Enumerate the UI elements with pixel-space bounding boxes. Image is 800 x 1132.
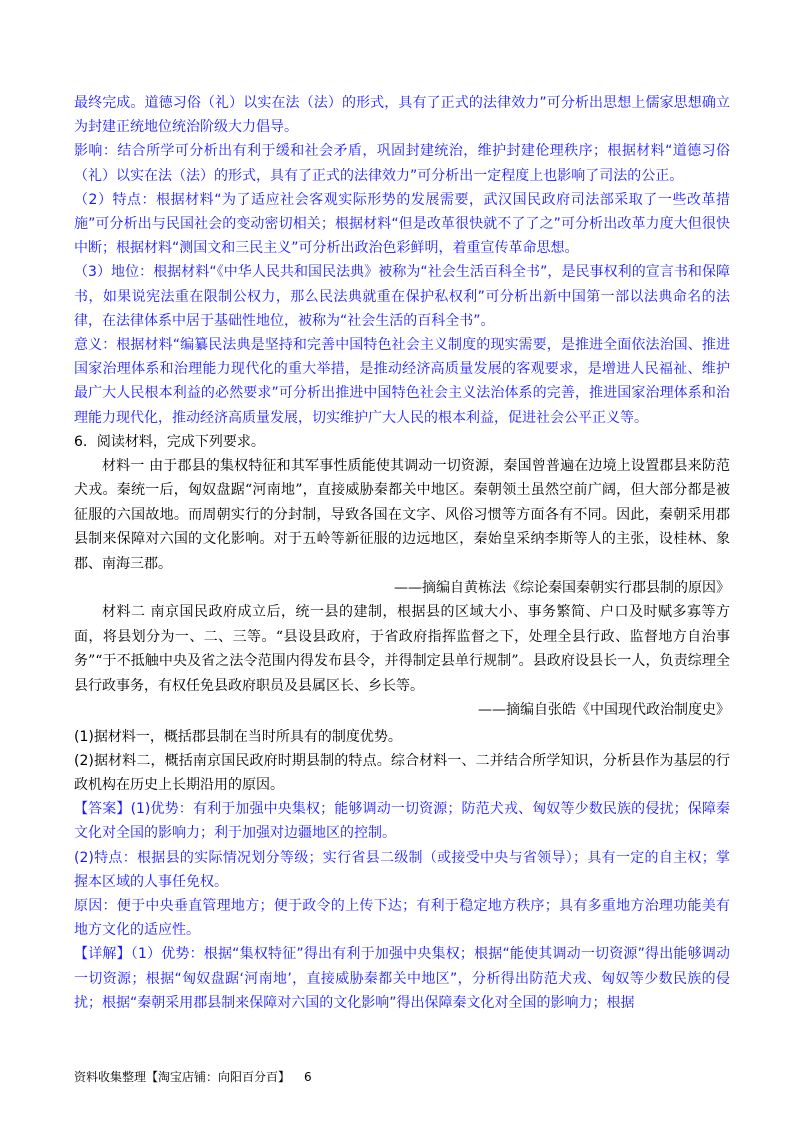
sub-question-2: (2)据材料二，概括南京国民政府时期县制的特点。综合材料一、二并结合所学知识，分析县作为基层的行政机构在历史上长期沿用的原因。 xyxy=(74,752,730,793)
page-number: 6 xyxy=(304,1070,312,1084)
material-one-source: ——摘编自黄栋法《综论秦国秦朝实行郡县制的原因》 xyxy=(394,580,730,597)
detail-label: 【详解】 xyxy=(74,946,131,963)
page-content xyxy=(74,91,730,1015)
analysis-paragraph-3: （2）特点：根据材料“为了适应社会客观实际形势的发展需要，武汉国民政府司法部采取了一些改革措施”可分析出与民国社会的变动密切相关；根据材料“但是改革很快就不了了之”可分析出改革力度大但很快中断；根据材料“测国文和三民主义”可分析出政治色彩鲜明，着重宣传革命思想。 xyxy=(74,191,730,257)
analysis-paragraph-4: （3）地位：根据材料“《中华人民共和国民法典》被称为“社会生活百科全书”，是民事权利的宣言书和保障书，如果说宪法重在限制公权力，那么民法典就重在保护私权利”可分析出新中国第一部以法典命名的法律，在法律体系中居于基础性地位，被称为“社会生活的百科全书”。 xyxy=(74,264,730,329)
page-footer xyxy=(74,1068,312,1085)
analysis-paragraph-2: 影响：结合所学可分析出有利于缓和社会矛盾，巩固封建统治，维护封建伦理秩序；根据材料“道德习俗（礼）以实在法（法）的形式，具有了正式的法律效力”可分析出一定程度上也影响了司法的公正。 xyxy=(74,143,730,184)
footer-text: 资料收集整理【淘宝店铺：向阳百分百】 xyxy=(74,1070,291,1084)
answer-paragraph-2: (2)特点：根据县的实际情况划分等级；实行省县二级制（或接受中央与省领导）；具有一定的自主权；掌握本区域的人事任免权。 xyxy=(74,849,730,890)
answer-paragraph-3: 原因：便于中央垂直管理地方；便于政令的上传下达；有利于稳定地方秩序；具有多重地方治理功能美有地方文化的适应性。 xyxy=(74,897,730,939)
question-6-heading: 6．阅读材料，完成下列要求。 xyxy=(74,433,265,450)
material-two: 材料二 南京国民政府成立后，统一县的建制，根据县的区域大小、事务繁简、户口及时赋多寡等方面，将县划分为一、二、三等。“县设县政府，于省政府指挥监督之下，处理全县行政、监督地方自治事务”“于不抵触中央及省之法令范围内得发布县令，并得制定县单行规制”。县政府设县长一人，负责综理全县行政事务，有权任免县政府职员及县属区长、乡长等。 xyxy=(74,604,730,694)
answer-text-1: (1)优势：有利于加强中央集权；能够调动一切资源；防范犬戎、匈奴等少数民族的侵扰；保障秦文化对全国的影响力；利于加强对边疆地区的控制。 xyxy=(74,801,731,842)
analysis-paragraph-1: 最终完成。道德习俗（礼）以实在法（法）的形式，具有了正式的法律效力”可分析出思想上儒家思想确立为封建正统地位统治阶级大力倡导。 xyxy=(74,95,730,136)
sub-question-1: (1)据材料一，概括郡县制在当时所具有的制度优势。 xyxy=(74,728,402,745)
detail-paragraph xyxy=(74,942,730,1015)
material-one: 材料一 由于郡县的集权特征和其军事性质能使其调动一切资源，秦国曾普遍在边境上设置郡县来防范犬戎。秦统一后，匈奴盘踞“河南地”，直接威胁秦都关中地区。秦朝领土虽然空前广阔，但大部分都是被征服的六国故地。而周朝实行的分封制，导致各国在文字、风俗习惯等方面各有不同。因此，秦朝采用郡县制来保障对六国的文化影响。对于五岭等新征服的边远地区，秦始皇采纳李斯等人的主张，设桂林、象郡、南海三郡。 xyxy=(74,458,730,572)
material-two-source: ——摘编自张皓《中国现代政治制度史》 xyxy=(478,702,730,719)
analysis-paragraph-5: 意义：根据材料“编纂民法典是坚持和完善中国特色社会主义制度的现实需要，是推进全面依法治国、推进国家治理体系和治理能力现代化的重大举措，是推动经济高质量发展的客观要求，是增进人民福祉、维护最广大人民根本利益的必然要求”可分析出推进中国特色社会主义法治体系的完善，推进国家治理体系和治理能力现代化，推动经济高质量发展，切实维护广大人民的根本利益，促进社会公平正义等。 xyxy=(74,337,730,426)
detail-text: （1）优势：根据“集权特征”得出有利于加强中央集权；根据“能使其调动一切资源”得出能够调动一切资源；根据“匈奴盘踞‘河南地’，直接威胁秦都关中地区”，分析得出防范犬戎、匈奴等少数民族的侵扰；根据“秦朝采用郡县制来保障对六国的文化影响”得出保障秦文化对全国的影响力；根据 xyxy=(74,946,731,1011)
answer-paragraph-1 xyxy=(74,797,730,845)
answer-label: 【答案】 xyxy=(74,801,131,818)
